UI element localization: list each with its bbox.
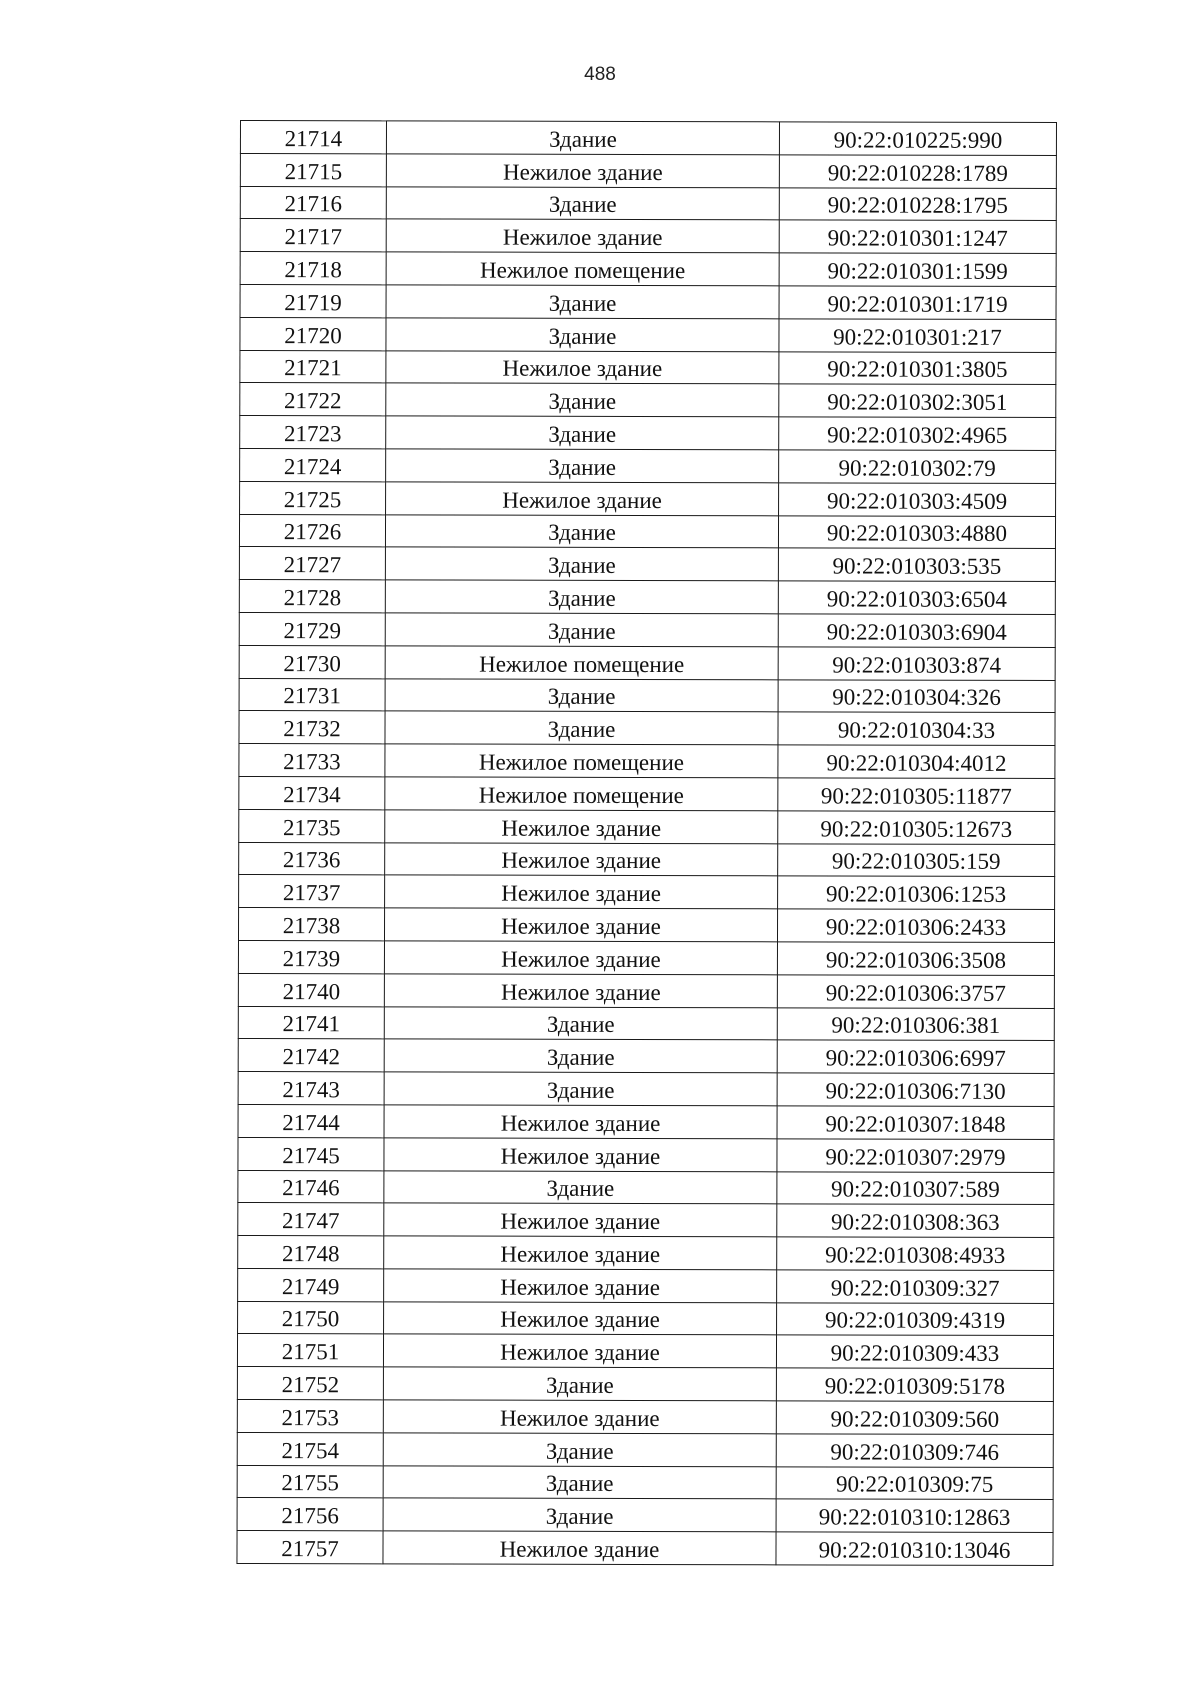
row-number-cell: 21730 <box>239 645 385 678</box>
table-row <box>239 809 1055 844</box>
object-type-cell: Нежилое здание <box>384 941 777 975</box>
object-type-cell: Нежилое здание <box>383 1531 776 1565</box>
cadastral-number-cell: 90:22:010301:3805 <box>779 351 1056 384</box>
object-type-cell: Нежилое здание <box>384 1269 777 1303</box>
object-type-cell: Здание <box>384 1170 777 1204</box>
object-type-cell: Нежилое здание <box>384 974 777 1008</box>
object-type-cell: Здание <box>385 613 778 647</box>
table-row <box>238 1006 1054 1041</box>
row-number-cell: 21728 <box>239 580 385 613</box>
table-row <box>238 940 1054 975</box>
cadastral-number-cell: 90:22:010303:4880 <box>778 515 1055 548</box>
object-type-cell: Нежилое здание <box>385 810 778 844</box>
table-row <box>240 350 1056 385</box>
object-type-cell: Здание <box>385 678 778 712</box>
object-type-cell: Нежилое здание <box>386 154 779 188</box>
cadastral-number-cell: 90:22:010309:5178 <box>776 1368 1053 1401</box>
registry-table <box>236 120 1057 1566</box>
row-number-cell: 21726 <box>239 514 385 547</box>
cadastral-number-cell: 90:22:010302:79 <box>779 450 1056 483</box>
object-type-cell: Нежилое здание <box>384 1105 777 1139</box>
object-type-cell: Нежилое здание <box>383 1400 776 1434</box>
row-number-cell: 21723 <box>240 416 386 449</box>
object-type-cell: Нежилое здание <box>385 875 778 909</box>
cadastral-number-cell: 90:22:010310:12863 <box>776 1499 1053 1532</box>
row-number-cell: 21747 <box>238 1203 384 1236</box>
cadastral-number-cell: 90:22:010309:746 <box>776 1434 1053 1467</box>
object-type-cell: Нежилое здание <box>386 482 779 516</box>
row-number-cell: 21755 <box>237 1465 383 1498</box>
row-number-cell: 21736 <box>239 842 385 875</box>
row-number-cell: 21742 <box>238 1039 384 1072</box>
row-number-cell: 21740 <box>238 973 384 1006</box>
cadastral-number-cell: 90:22:010225:990 <box>779 122 1056 155</box>
table-row <box>240 121 1056 156</box>
row-number-cell: 21753 <box>237 1400 383 1433</box>
object-type-cell: Здание <box>383 1367 776 1401</box>
table-row <box>240 317 1056 352</box>
row-number-cell: 21716 <box>240 186 386 219</box>
object-type-cell: Нежилое здание <box>384 908 777 942</box>
table-row <box>239 744 1055 779</box>
object-type-cell: Нежилое помещение <box>386 252 779 286</box>
object-type-cell: Здание <box>385 547 778 581</box>
row-number-cell: 21717 <box>240 219 386 252</box>
cadastral-number-cell: 90:22:010302:3051 <box>779 384 1056 417</box>
table-row <box>237 1498 1053 1533</box>
object-type-cell: Здание <box>384 1039 777 1073</box>
table-row <box>238 1301 1054 1336</box>
cadastral-number-cell: 90:22:010304:33 <box>778 712 1055 745</box>
object-type-cell: Здание <box>386 416 779 450</box>
row-number-cell: 21735 <box>239 809 385 842</box>
table-row <box>240 481 1056 516</box>
object-type-cell: Нежилое здание <box>384 1138 777 1172</box>
row-number-cell: 21725 <box>240 481 386 514</box>
object-type-cell: Здание <box>383 1433 776 1467</box>
cadastral-number-cell: 90:22:010307:589 <box>777 1171 1054 1204</box>
row-number-cell: 21727 <box>239 547 385 580</box>
row-number-cell: 21722 <box>240 383 386 416</box>
row-number-cell: 21746 <box>238 1170 384 1203</box>
object-type-cell: Здание <box>385 514 778 548</box>
cadastral-number-cell: 90:22:010305:159 <box>778 843 1055 876</box>
page-number: 488 <box>584 64 616 85</box>
row-number-cell: 21739 <box>238 940 384 973</box>
row-number-cell: 21748 <box>238 1236 384 1269</box>
row-number-cell: 21754 <box>237 1432 383 1465</box>
table-row <box>240 284 1056 319</box>
object-type-cell: Здание <box>385 711 778 745</box>
cadastral-number-cell: 90:22:010306:6997 <box>777 1040 1054 1073</box>
object-type-cell: Здание <box>386 383 779 417</box>
table-row <box>237 1465 1053 1500</box>
cadastral-number-cell: 90:22:010228:1789 <box>779 155 1056 188</box>
row-number-cell: 21751 <box>237 1334 383 1367</box>
table-row <box>239 547 1055 582</box>
cadastral-number-cell: 90:22:010309:75 <box>776 1466 1053 1499</box>
row-number-cell: 21743 <box>238 1072 384 1105</box>
table-body <box>237 121 1057 1566</box>
table-row <box>239 678 1055 713</box>
cadastral-number-cell: 90:22:010306:381 <box>777 1007 1054 1040</box>
object-type-cell: Нежилое помещение <box>385 777 778 811</box>
cadastral-number-cell: 90:22:010305:11877 <box>778 778 1055 811</box>
table-row <box>237 1334 1053 1369</box>
object-type-cell: Здание <box>386 121 779 155</box>
cadastral-number-cell: 90:22:010309:4319 <box>777 1303 1054 1336</box>
object-type-cell: Нежилое помещение <box>385 744 778 778</box>
row-number-cell: 21752 <box>237 1367 383 1400</box>
object-type-cell: Здание <box>386 186 779 220</box>
table-row <box>240 383 1056 418</box>
row-number-cell: 21731 <box>239 678 385 711</box>
row-number-cell: 21721 <box>240 350 386 383</box>
cadastral-number-cell: 90:22:010309:433 <box>776 1335 1053 1368</box>
row-number-cell: 21715 <box>240 153 386 186</box>
row-number-cell: 21732 <box>239 711 385 744</box>
object-type-cell: Здание <box>386 318 779 352</box>
table-row <box>239 514 1055 549</box>
object-type-cell: Здание <box>383 1466 776 1500</box>
table-row <box>239 645 1055 680</box>
row-number-cell: 21757 <box>237 1531 383 1564</box>
table-row <box>237 1400 1053 1435</box>
cadastral-number-cell: 90:22:010308:363 <box>777 1204 1054 1237</box>
cadastral-number-cell: 90:22:010304:326 <box>778 679 1055 712</box>
object-type-cell: Нежилое здание <box>386 350 779 384</box>
row-number-cell: 21724 <box>240 448 386 481</box>
table-row <box>238 1236 1054 1271</box>
row-number-cell: 21720 <box>240 317 386 350</box>
object-type-cell: Нежилое здание <box>384 1302 777 1336</box>
row-number-cell: 21737 <box>239 875 385 908</box>
cadastral-number-cell: 90:22:010303:6504 <box>778 581 1055 614</box>
table-row <box>238 1104 1054 1139</box>
table-row <box>238 908 1054 943</box>
cadastral-number-cell: 90:22:010303:874 <box>778 647 1055 680</box>
row-number-cell: 21733 <box>239 744 385 777</box>
object-type-cell: Нежилое здание <box>383 1334 776 1368</box>
table-row <box>240 219 1056 254</box>
table-row <box>239 776 1055 811</box>
object-type-cell: Здание <box>384 1072 777 1106</box>
table-row <box>239 711 1055 746</box>
table-row <box>240 252 1056 287</box>
row-number-cell: 21744 <box>238 1104 384 1137</box>
object-type-cell: Нежилое здание <box>386 219 779 253</box>
row-number-cell: 21718 <box>240 252 386 285</box>
object-type-cell: Здание <box>385 580 778 614</box>
cadastral-number-cell: 90:22:010301:1719 <box>779 286 1056 319</box>
object-type-cell: Нежилое здание <box>384 1236 777 1270</box>
row-number-cell: 21741 <box>238 1006 384 1039</box>
table-row <box>240 153 1056 188</box>
row-number-cell: 21734 <box>239 776 385 809</box>
object-type-cell: Нежилое здание <box>385 842 778 876</box>
cadastral-number-cell: 90:22:010301:217 <box>779 319 1056 352</box>
row-number-cell: 21750 <box>238 1301 384 1334</box>
cadastral-number-cell: 90:22:010306:7130 <box>777 1073 1054 1106</box>
row-number-cell: 21745 <box>238 1137 384 1170</box>
object-type-cell: Нежилое здание <box>384 1203 777 1237</box>
cadastral-number-cell: 90:22:010303:535 <box>778 548 1055 581</box>
cadastral-number-cell: 90:22:010303:4509 <box>779 483 1056 516</box>
table-row <box>238 1170 1054 1205</box>
object-type-cell: Здание <box>386 285 779 319</box>
table-row <box>238 973 1054 1008</box>
row-number-cell: 21749 <box>238 1268 384 1301</box>
cadastral-number-cell: 90:22:010301:1247 <box>779 220 1056 253</box>
table-row <box>240 416 1056 451</box>
row-number-cell: 21714 <box>240 121 386 154</box>
cadastral-number-cell: 90:22:010302:4965 <box>779 417 1056 450</box>
cadastral-number-cell: 90:22:010228:1795 <box>779 187 1056 220</box>
table-row <box>237 1367 1053 1402</box>
table-row <box>238 1072 1054 1107</box>
table-row <box>239 875 1055 910</box>
cadastral-number-cell: 90:22:010309:560 <box>776 1401 1053 1434</box>
table-row <box>238 1039 1054 1074</box>
cadastral-number-cell: 90:22:010306:2433 <box>777 909 1054 942</box>
table-row <box>237 1531 1053 1566</box>
cadastral-number-cell: 90:22:010301:1599 <box>779 253 1056 286</box>
cadastral-number-cell: 90:22:010303:6904 <box>778 614 1055 647</box>
object-type-cell: Нежилое помещение <box>385 646 778 680</box>
cadastral-number-cell: 90:22:010304:4012 <box>778 745 1055 778</box>
cadastral-number-cell: 90:22:010307:1848 <box>777 1106 1054 1139</box>
table-row <box>240 186 1056 221</box>
row-number-cell: 21729 <box>239 612 385 645</box>
table-row <box>240 448 1056 483</box>
cadastral-number-cell: 90:22:010306:1253 <box>778 876 1055 909</box>
table-row <box>239 580 1055 615</box>
table-row <box>238 1203 1054 1238</box>
row-number-cell: 21756 <box>237 1498 383 1531</box>
table-row <box>239 612 1055 647</box>
object-type-cell: Здание <box>383 1498 776 1532</box>
table-row <box>239 842 1055 877</box>
row-number-cell: 21738 <box>238 908 384 941</box>
cadastral-number-cell: 90:22:010310:13046 <box>776 1532 1053 1565</box>
row-number-cell: 21719 <box>240 284 386 317</box>
cadastral-number-cell: 90:22:010305:12673 <box>778 811 1055 844</box>
cadastral-number-cell: 90:22:010309:327 <box>777 1270 1054 1303</box>
cadastral-number-cell: 90:22:010306:3757 <box>777 975 1054 1008</box>
table-row <box>238 1268 1054 1303</box>
table-row <box>238 1137 1054 1172</box>
cadastral-number-cell: 90:22:010306:3508 <box>777 942 1054 975</box>
object-type-cell: Здание <box>386 449 779 483</box>
cadastral-number-cell: 90:22:010307:2979 <box>777 1139 1054 1172</box>
cadastral-number-cell: 90:22:010308:4933 <box>777 1237 1054 1270</box>
table-row <box>237 1432 1053 1467</box>
object-type-cell: Здание <box>384 1006 777 1040</box>
